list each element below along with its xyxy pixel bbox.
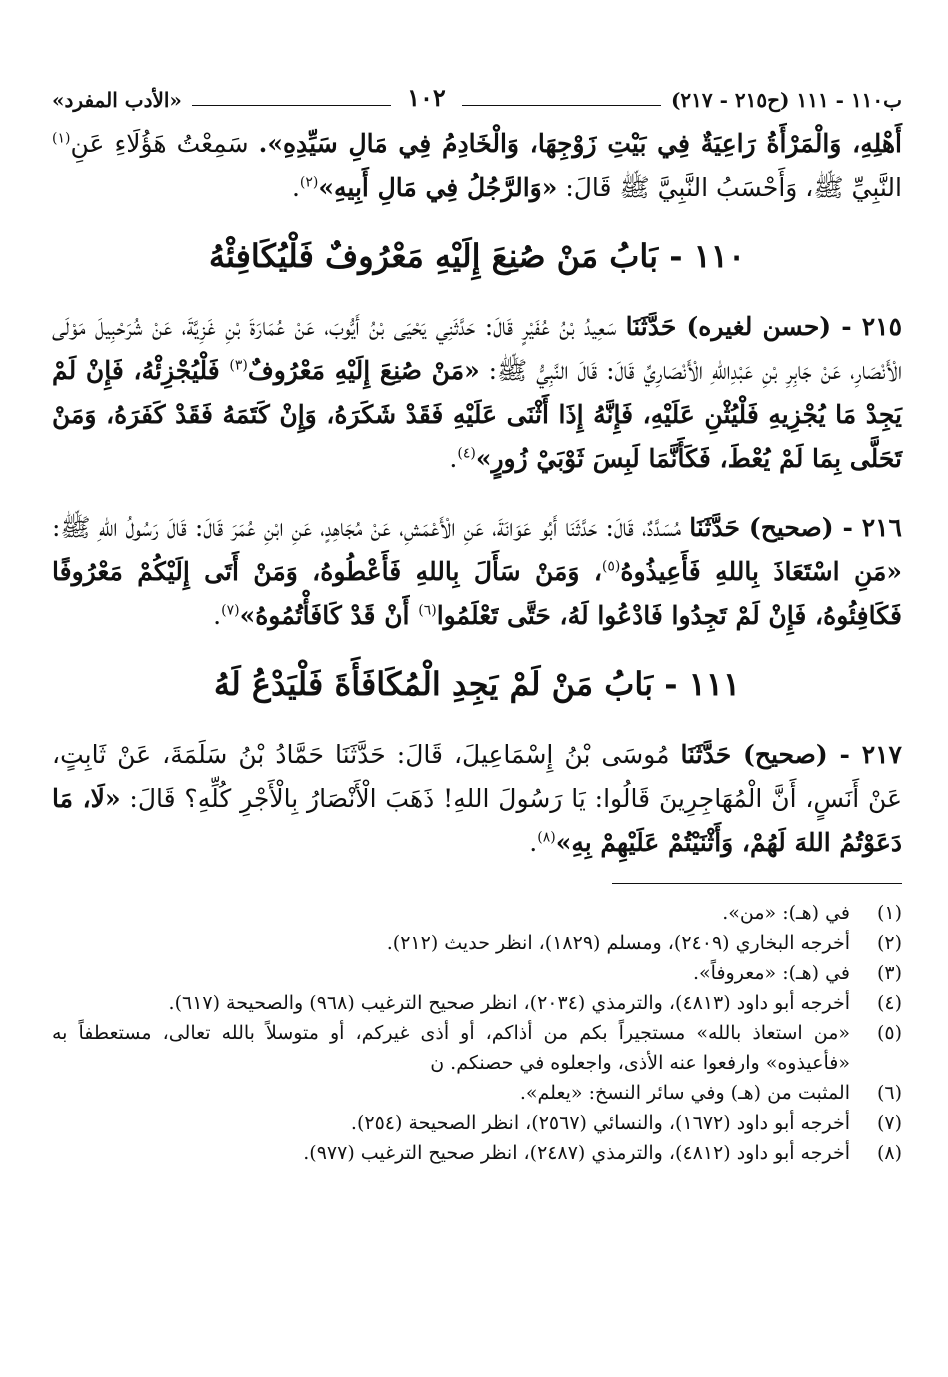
footnote-number: (٣): [876, 962, 902, 984]
matn-a: «مَنِ اسْتَعَاذَ بِاللهِ فَأَعِيذُوهُ: [620, 557, 902, 586]
hadith-end: .: [529, 828, 538, 857]
footnote-text: في (هـ): «معروفاً».: [693, 962, 850, 984]
matn-a: «لَا، مَا دَعَوْتُمُ اللهَ لَهُمْ، وَأَثْنَيْتُمْ عَلَيْهِمْ بِهِ»: [52, 784, 902, 857]
hadith-215: [52, 305, 902, 481]
footnote-number: (١): [876, 902, 902, 924]
footnote-item: [52, 988, 902, 1018]
footnote-text: المثبت من (هـ) وفي سائر النسخ: «يعلم».: [519, 1082, 850, 1104]
intro-bold-text-2: «وَالرَّجُلُ فِي مَالِ أَبِيهِ»: [318, 173, 558, 202]
chapter-heading-110: ١١٠ - بَابُ مَنْ صُنِعَ إِلَيْهِ مَعْرُوفٌ فَلْيُكَافِئْهُ: [208, 237, 746, 275]
book-title: «الأدب المفرد»: [52, 88, 182, 112]
hadith-end: .: [449, 444, 458, 473]
footnote-item: [52, 1108, 902, 1138]
matn-a: «مَنْ صُنِعَ إِلَيْهِ مَعْرُوفٌ: [247, 356, 480, 385]
hadith-end: .: [213, 601, 222, 630]
page-header: [52, 78, 902, 112]
isnad: مُوسَى بْنُ إِسْمَاعِيلَ، قَالَ: حَدَّثَنَا حَمَّادُ بْنُ سَلَمَةَ، عَنْ ثَابِتٍ، عَنْ أَنَسٍ، أَنَّ الْمُهَاجِرِينَ قَالُوا: يَا رَسُولَ اللهِ! ذَهَبَ الْأَنْصَارُ بِالْأَجْرِ كُلِّهِ؟ قَالَ:: [52, 740, 903, 813]
footnote-item: [52, 898, 902, 928]
footnote-item: [52, 1138, 902, 1168]
hadith-217: [52, 733, 902, 865]
footnote-text: أخرجه أبو داود (٤٨١٣)، والترمذي (٢٠٣٤)، انظر صحيح الترغيب (٩٦٨) والصحيحة (٦١٧).: [168, 992, 850, 1014]
header-rule-left: [192, 105, 391, 106]
hadith-number-grade: ٢١٧ - (صحيح): [731, 740, 902, 769]
header-rule-right: [462, 105, 661, 106]
footnote-text: أخرجه البخاري (٢٤٠٩)، ومسلم (١٨٢٩)، انظر حديث (٢١٢).: [386, 932, 850, 954]
footnote-ref-1: (١): [52, 130, 71, 147]
footnote-number: (٨): [876, 1142, 902, 1164]
footnote-ref-8: (٨): [537, 829, 556, 846]
isnad: مُسَدَّدٌ، قَالَ: حَدَّثَنَا أَبُو عَوَانَةَ، عَنِ الْأَعْمَشِ، عَنْ مُجَاهِدٍ، عَنِ ابْنِ عُمَرَ قَالَ: قَالَ رَسُولُ اللهِ ﷺ:: [52, 513, 690, 542]
page-number: ١٠٢: [407, 83, 446, 112]
footnote-number: (٧): [876, 1112, 902, 1134]
intro-bold-text: أَهْلِهِ، وَالْمَرْأَةُ رَاعِيَةٌ فِي بَيْتِ زَوْجِهَا، وَالْخَادِمُ فِي مَالِ سَيِّدِهِ».: [258, 129, 902, 158]
footnote-number: (٢): [876, 932, 902, 954]
footnote-ref-2: (٢): [299, 174, 319, 191]
footnote-ref-6: (٦): [418, 602, 437, 619]
intro-paragraph: [52, 122, 902, 210]
hadith-number-grade: ٢١٦ - (صحيح): [740, 513, 902, 542]
hadith-216: [52, 506, 902, 638]
footnote-item: [52, 1078, 902, 1108]
intro-text-a: سَمِعْتُ هَؤُلَاءِ عَنِ: [70, 129, 259, 158]
book-page: [52, 78, 902, 1168]
matn-b: ، وَمَنْ سَأَلَ بِاللهِ فَأَعْطُوهُ، وَمَنْ أَتَى إِلَيْكُمْ مَعْرُوفًا فَكَافِئُوهُ، فَإِنْ لَمْ تَجِدُوا فَادْعُوا لَهُ، حَتَّى تَعْلَمُوا: [52, 557, 902, 630]
footnote-number: (٤): [876, 992, 902, 1014]
matn-b: فَلْيُجْزِئْهُ، فَإِنْ لَمْ يَجِدْ مَا يُجْزِيهِ فَلْيُثْنِ عَلَيْهِ، فَإِنَّهُ إِذَا أَثْنَى عَلَيْهِ فَقَدْ شَكَرَهُ، وَإِنْ كَتَمَهُ فَقَدْ كَفَرَهُ، وَمَنْ تَحَلَّى بِمَا لَمْ يُعْطَ، فَكَأَنَّمَا لَبِسَ ثَوْبَيْ زُورٍ»: [52, 356, 902, 473]
footnote-ref-3: (٣): [229, 357, 248, 374]
footnote-item: [52, 958, 902, 988]
footnote-item: [52, 1018, 902, 1078]
footnote-ref-4: (٤): [457, 445, 476, 462]
footnote-number: (٥): [876, 1022, 902, 1044]
chapter-range-ref: ب١١٠ - ١١١ (ح٢١٥ - ٢١٧): [670, 88, 902, 112]
haddathana: حَدَّثَنَا: [689, 513, 740, 542]
footnote-text: أخرجه أبو داود (٤٨١٢)، والترمذي (٢٤٨٧)، انظر صحيح الترغيب (٩٧٧).: [303, 1142, 850, 1164]
footnote-text: «من استعاذ بالله» مستجيراً بكم من أذاكم، أو أذى غيركم، أو متوسلاً بالله تعالى، مستعطفاً به «فأعيذوه» وارفعوا عنه الأذى، واجعلوه في حصنكم. ن: [52, 1022, 850, 1074]
footnotes: [52, 898, 902, 1168]
footnote-separator: [612, 883, 902, 884]
footnote-number: (٦): [876, 1082, 902, 1104]
haddathana: حَدَّثَنَا: [625, 312, 677, 341]
intro-end: .: [291, 173, 300, 202]
haddathana: حَدَّثَنَا: [680, 740, 732, 769]
footnote-item: [52, 928, 902, 958]
hadith-number-grade: ٢١٥ - (حسن لغيره): [676, 312, 903, 341]
isnad: سَعِيدُ بْنُ عُفَيْرٍ قَالَ: حَدَّثَنِي يَحْيَى بْنُ أَيُّوبَ، عَنْ عُمَارَةَ بْنِ غَزِيَّةَ، عَنْ شُرَحْبِيلَ مَوْلَى الْأَنْصَارِ، عَنْ جَابِرِ بْنِ عَبْدِاللهِ الْأَنْصَارِيِّ قَالَ: قَالَ النَّبِيُّ ﷺ:: [52, 312, 902, 385]
intro-text-b: النَّبِيِّ ﷺ، وَأَحْسَبُ النَّبِيَّ ﷺ قَالَ:: [557, 173, 902, 202]
footnote-text: أخرجه أبو داود (١٦٧٢)، والنسائي (٢٥٦٧)، انظر الصحيحة (٢٥٤).: [350, 1112, 850, 1134]
chapter-heading-111: ١١١ - بَابُ مَنْ لَمْ يَجِدِ الْمُكَافَأَةَ فَلْيَدْعُ لَهُ: [213, 665, 741, 703]
footnote-text: في (هـ): «من».: [722, 902, 850, 924]
footnote-ref-7: (٧): [221, 602, 240, 619]
footnote-ref-5: (٥): [601, 558, 621, 575]
matn-c: أَنْ قَدْ كَافَأْتُمُوهُ»: [239, 601, 419, 630]
